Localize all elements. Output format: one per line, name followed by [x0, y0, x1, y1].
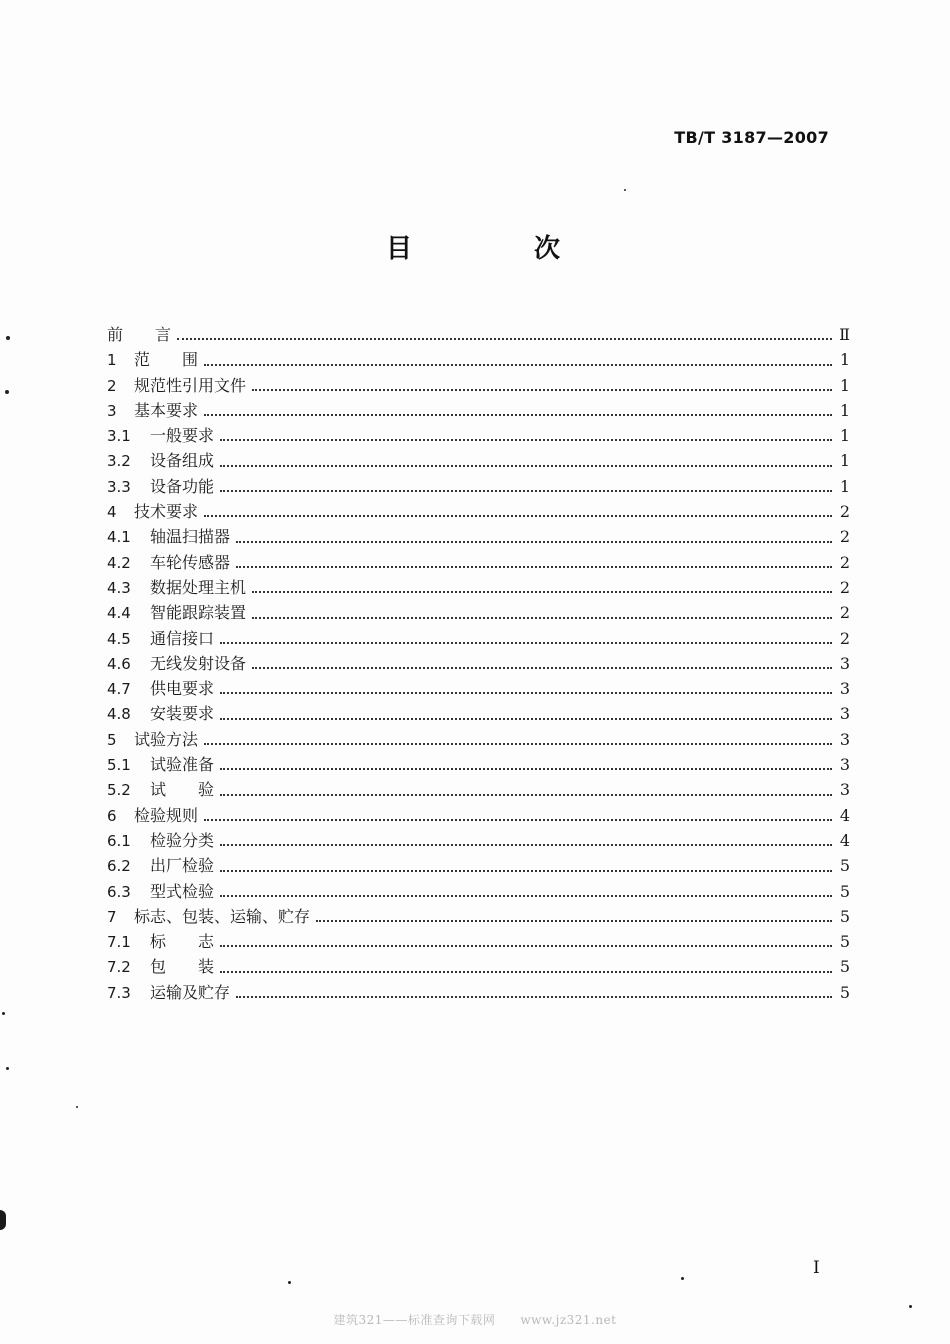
toc-entry-label: 无线发射设备 — [150, 653, 247, 673]
page-number: I — [813, 1258, 820, 1278]
dot-leader — [236, 566, 832, 568]
dot-leader — [204, 515, 832, 517]
toc-entry-page: 3 — [839, 704, 850, 724]
toc-entry-label: 试验准备 — [150, 755, 215, 775]
dot-leader — [204, 819, 832, 821]
dot-leader — [220, 945, 832, 947]
toc-entry-number: 3.2 — [107, 452, 131, 471]
toc-entry-label: 检验分类 — [150, 830, 215, 850]
toc-entry-label: 供电要求 — [150, 679, 215, 699]
toc-entry-page: 5 — [839, 881, 850, 901]
toc-entry-label: 车轮传感器 — [150, 552, 231, 572]
dot-leader — [220, 844, 832, 846]
toc-entry-page: 3 — [839, 729, 850, 749]
toc-entry-page: 1 — [839, 451, 850, 471]
toc-entry-label: 标志、包装、运输、贮存 — [134, 906, 311, 926]
toc-entry[interactable] — [107, 524, 850, 549]
toc-entry-page: 5 — [839, 932, 850, 952]
scan-edge-mark — [0, 1210, 6, 1230]
toc-entry-page: 1 — [839, 426, 850, 446]
scan-speck — [2, 1012, 5, 1015]
toc-entry-label: 智能跟踪装置 — [150, 603, 247, 623]
toc-entry-label: 设备功能 — [150, 476, 215, 496]
toc-entry-page: 3 — [839, 780, 850, 800]
toc-entry-number: 5 — [107, 730, 117, 749]
toc-entry-label: 规范性引用文件 — [134, 375, 247, 395]
toc-entry-page: 1 — [839, 400, 850, 420]
toc-entry-page: 5 — [839, 982, 850, 1002]
toc-entry[interactable] — [107, 499, 850, 524]
standard-code: TB/T 3187—2007 — [674, 128, 829, 147]
toc-entry-label: 试 验 — [150, 780, 215, 800]
scan-speck — [6, 336, 10, 340]
toc-entry[interactable] — [107, 651, 850, 676]
dot-leader — [220, 692, 832, 694]
dot-leader — [220, 642, 832, 644]
dot-leader — [204, 743, 832, 745]
toc-entry[interactable] — [107, 980, 850, 1005]
dot-leader — [252, 667, 832, 669]
toc-entry-page: 2 — [839, 577, 850, 597]
toc-entry-label: 范 围 — [134, 350, 199, 370]
toc-entry[interactable] — [107, 777, 850, 802]
toc-entry-page: 2 — [839, 552, 850, 572]
toc-entry-page: 2 — [839, 603, 850, 623]
toc-entry-number: 4.1 — [107, 528, 131, 547]
toc-entry[interactable] — [107, 954, 850, 979]
toc-entry-number: 4.8 — [107, 705, 131, 724]
toc-entry-page: 3 — [839, 679, 850, 699]
toc-entry[interactable] — [107, 904, 850, 929]
toc-entry-page: Ⅱ — [839, 325, 850, 344]
toc-entry-number: 4.6 — [107, 654, 131, 673]
toc-entry[interactable] — [107, 626, 850, 651]
toc-entry[interactable] — [107, 347, 850, 372]
toc-entry-number: 4.4 — [107, 604, 131, 623]
toc-entry[interactable] — [107, 828, 850, 853]
toc-entry[interactable] — [107, 322, 850, 347]
toc-entry-label: 数据处理主机 — [150, 577, 247, 597]
scan-speck — [288, 1281, 291, 1284]
dot-leader — [236, 541, 832, 543]
toc-entry-label: 技术要求 — [134, 502, 199, 522]
toc-entry-number: 5.1 — [107, 756, 131, 775]
toc-entry-page: 5 — [839, 957, 850, 977]
toc-entry-number: 4.7 — [107, 680, 131, 699]
toc-entry[interactable] — [107, 474, 850, 499]
toc-entry-number: 6.1 — [107, 831, 131, 850]
toc-entry[interactable] — [107, 600, 850, 625]
dot-leader — [204, 414, 832, 416]
toc-entry[interactable] — [107, 373, 850, 398]
toc-entry-number: 4 — [107, 503, 117, 522]
toc-entry-number: 7.2 — [107, 958, 131, 977]
toc-entry[interactable] — [107, 701, 850, 726]
toc-entry-page: 3 — [839, 653, 850, 673]
toc-entry-number: 3.3 — [107, 477, 131, 496]
scan-speck — [681, 1277, 684, 1280]
dot-leader — [252, 389, 832, 391]
dot-leader — [316, 920, 832, 922]
dot-leader — [204, 364, 832, 366]
toc-entry[interactable] — [107, 929, 850, 954]
dot-leader — [220, 465, 832, 467]
toc-entry-label: 试验方法 — [134, 729, 199, 749]
toc-entry-number: 4.5 — [107, 629, 131, 648]
dot-leader — [220, 718, 832, 720]
toc-entry-page: 1 — [839, 375, 850, 395]
dot-leader — [220, 895, 832, 897]
dot-leader — [252, 617, 832, 619]
toc-entry[interactable] — [107, 398, 850, 423]
toc-entry-number: 1 — [107, 351, 117, 370]
toc-entry-number: 7 — [107, 907, 117, 926]
toc-entry-page: 2 — [839, 628, 850, 648]
dot-leader — [177, 338, 832, 340]
toc-entry-number: 6 — [107, 806, 117, 825]
toc-entry-number: 6.3 — [107, 882, 131, 901]
scan-speck — [6, 1067, 9, 1070]
toc-entry-label: 出厂检验 — [150, 856, 215, 876]
toc-entry-label: 安装要求 — [150, 704, 215, 724]
toc-entry-number: 7.1 — [107, 933, 131, 952]
toc-entry-label: 通信接口 — [150, 628, 215, 648]
toc-entry-page: 1 — [839, 350, 850, 370]
dot-leader — [252, 591, 832, 593]
toc-entry-number: 4.3 — [107, 578, 131, 597]
table-of-contents — [107, 322, 850, 1005]
toc-entry-number: 3.1 — [107, 427, 131, 446]
scan-speck — [909, 1305, 912, 1308]
toc-entry-label: 标 志 — [150, 932, 215, 952]
toc-entry-label: 基本要求 — [134, 400, 199, 420]
toc-entry[interactable] — [107, 879, 850, 904]
dot-leader — [220, 971, 832, 973]
toc-entry-page: 5 — [839, 856, 850, 876]
toc-entry-number: 3 — [107, 401, 117, 420]
toc-entry-page: 4 — [839, 830, 850, 850]
toc-entry-label: 运输及贮存 — [150, 982, 231, 1002]
toc-entry-page: 2 — [839, 527, 850, 547]
dot-leader — [220, 490, 832, 492]
toc-entry-label: 型式检验 — [150, 881, 215, 901]
dot-leader — [220, 439, 832, 441]
toc-entry-page: 5 — [839, 906, 850, 926]
toc-entry-page: 1 — [839, 476, 850, 496]
scan-speck — [624, 189, 626, 191]
dot-leader — [220, 768, 832, 770]
toc-entry[interactable] — [107, 423, 850, 448]
toc-entry[interactable] — [107, 550, 850, 575]
toc-entry-number: 6.2 — [107, 857, 131, 876]
toc-entry-number: 2 — [107, 376, 117, 395]
toc-entry[interactable] — [107, 752, 850, 777]
toc-entry-label: 一般要求 — [150, 426, 215, 446]
toc-entry[interactable] — [107, 448, 850, 473]
toc-entry[interactable] — [107, 727, 850, 752]
page-title: 目 次 — [385, 234, 608, 264]
toc-entry[interactable] — [107, 676, 850, 701]
watermark: 建筑321——标准查询下载网 www.jz321.net — [333, 1313, 617, 1327]
toc-entry-label: 包 装 — [150, 957, 215, 977]
dot-leader — [236, 996, 832, 998]
toc-entry[interactable] — [107, 853, 850, 878]
dot-leader — [220, 794, 832, 796]
toc-entry[interactable] — [107, 575, 850, 600]
toc-entry-label: 轴温扫描器 — [150, 527, 231, 547]
scan-speck — [76, 1106, 78, 1108]
dot-leader — [220, 870, 832, 872]
toc-entry-number: 7.3 — [107, 983, 131, 1002]
toc-entry-number: 4.2 — [107, 553, 131, 572]
toc-entry[interactable] — [107, 803, 850, 828]
toc-entry-page: 4 — [839, 805, 850, 825]
toc-entry-label: 设备组成 — [150, 451, 215, 471]
toc-entry-number: 5.2 — [107, 781, 131, 800]
toc-entry-page: 2 — [839, 502, 850, 522]
toc-entry-label: 检验规则 — [134, 805, 199, 825]
toc-entry-page: 3 — [839, 755, 850, 775]
toc-entry-label: 前 言 — [107, 325, 172, 344]
scan-speck — [5, 390, 9, 394]
